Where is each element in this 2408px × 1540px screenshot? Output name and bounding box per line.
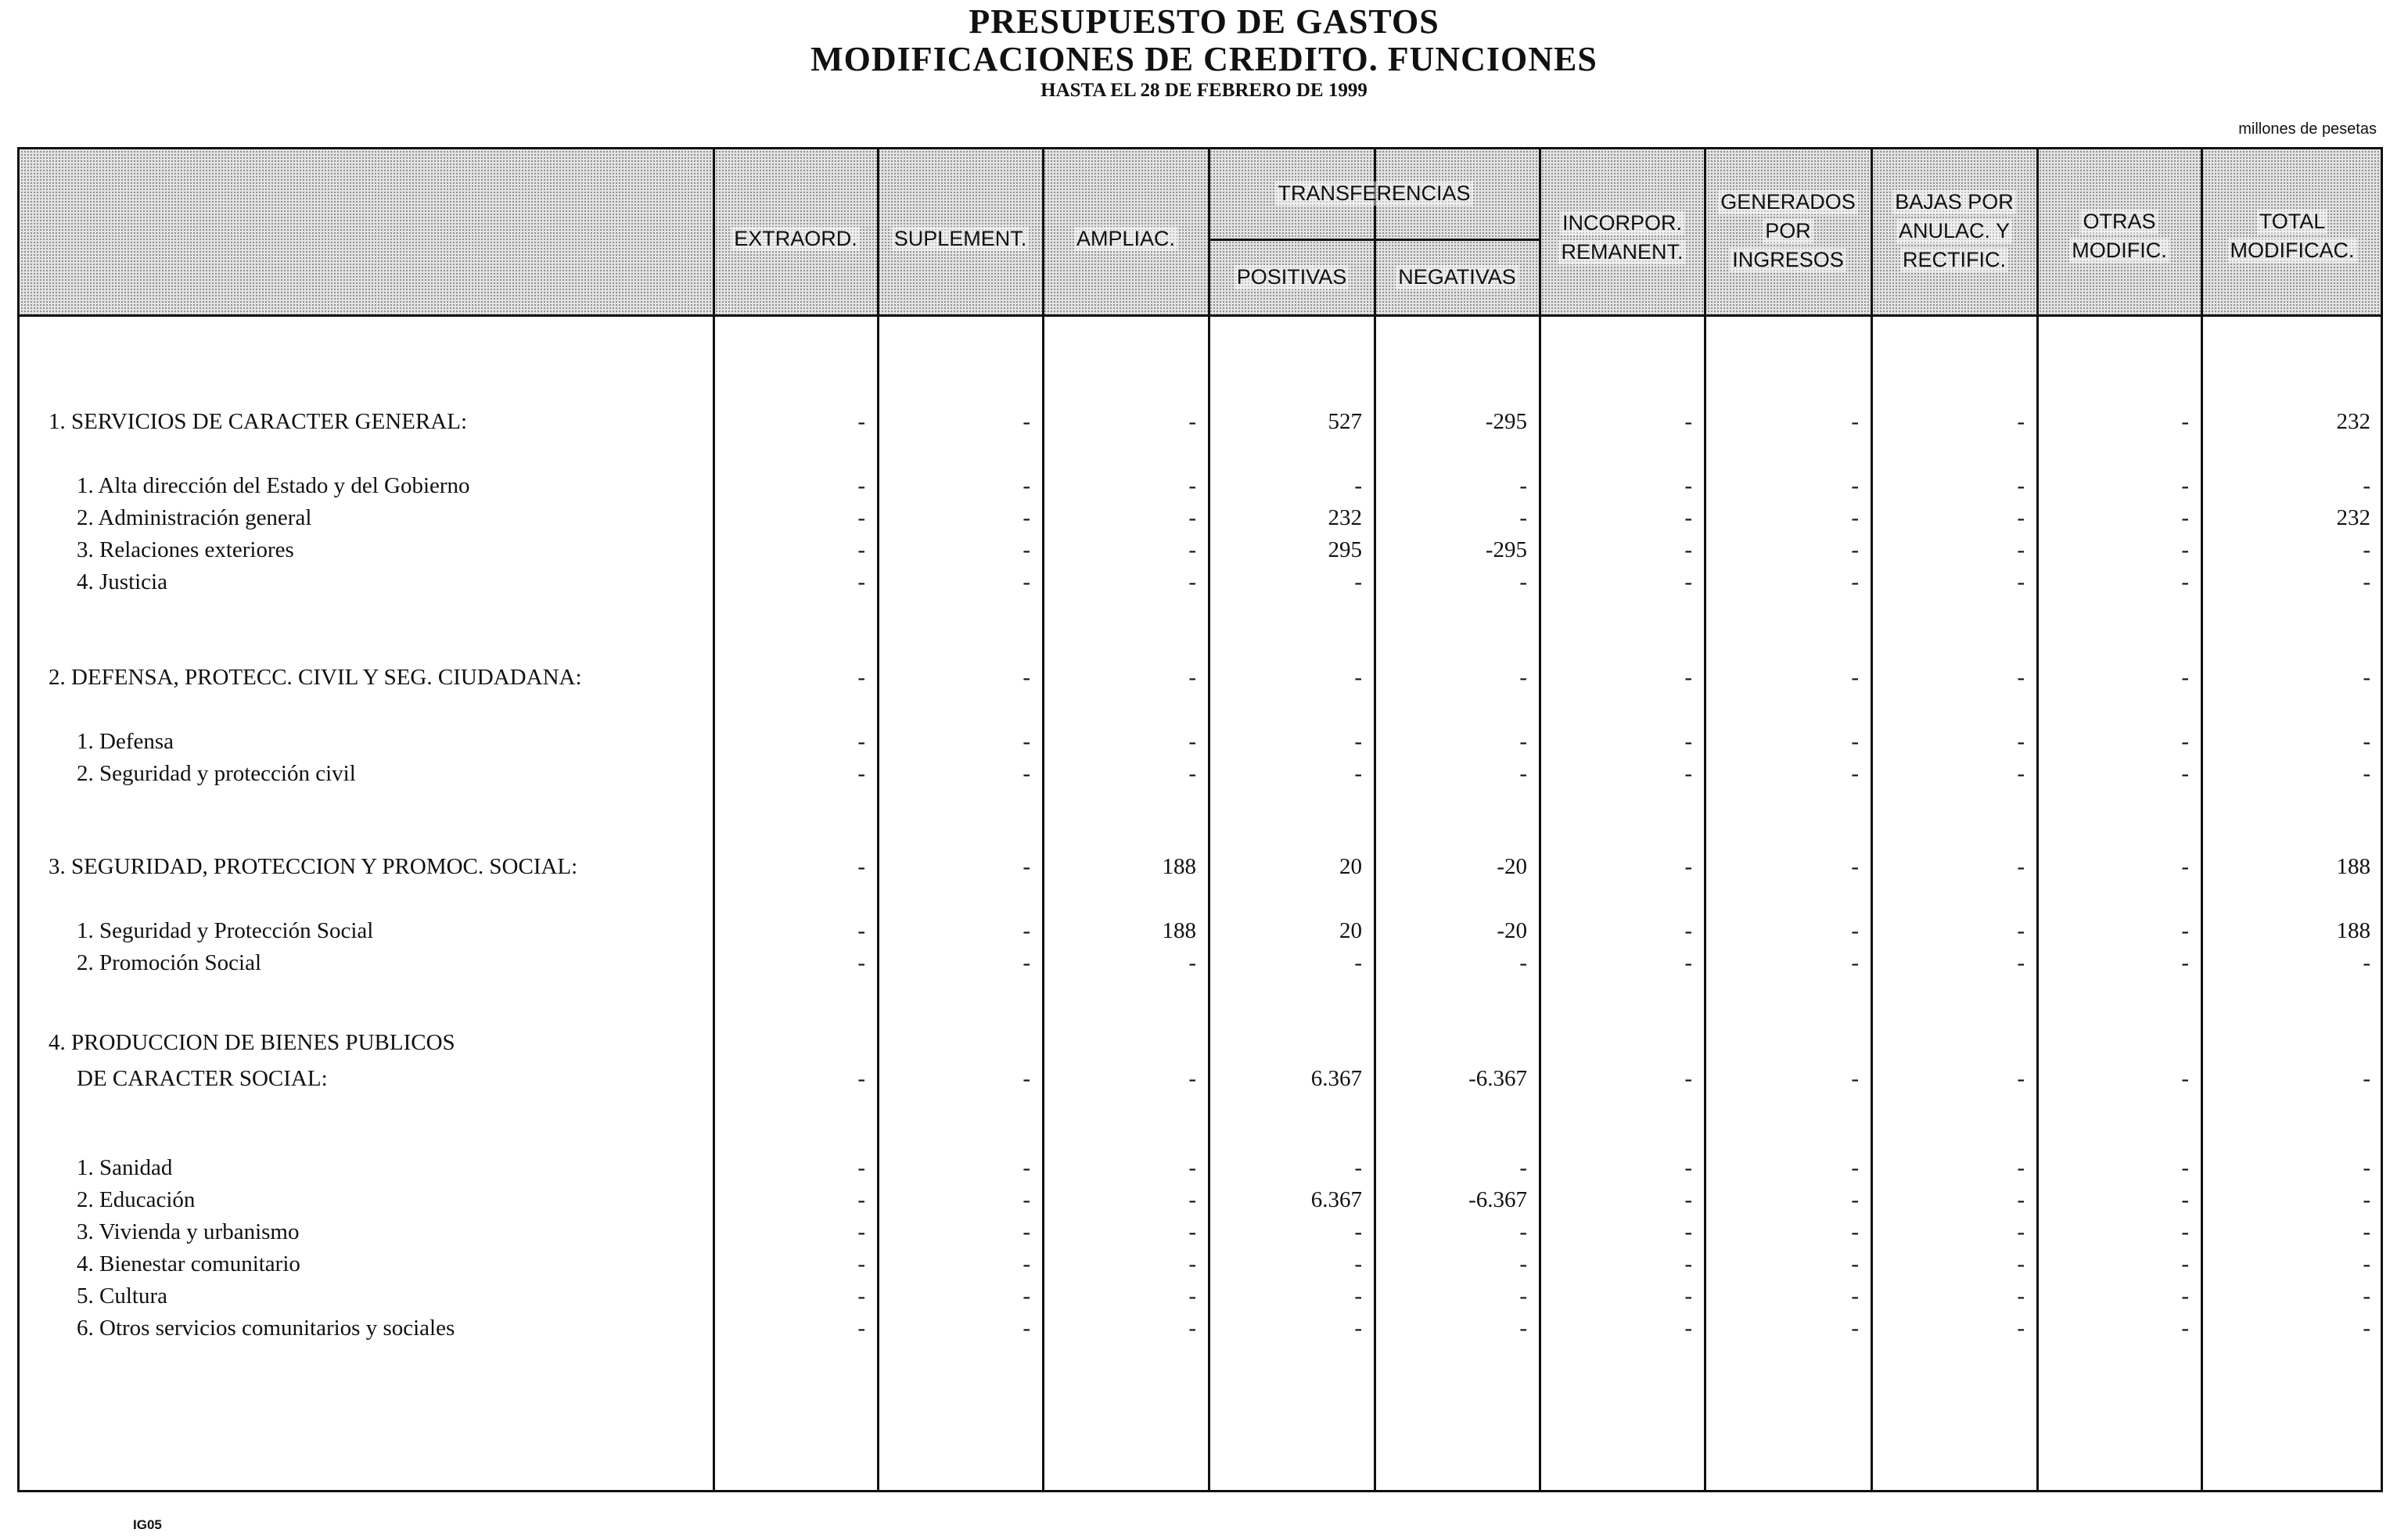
cell-extraord: - [857, 409, 865, 434]
cell-generados: - [1851, 473, 1859, 498]
row-label: 1. Seguridad y Protección Social [77, 918, 374, 943]
cell-ampliac: 188 [1162, 918, 1196, 943]
cell-bajas: - [2017, 537, 2025, 562]
cell-extraord: - [857, 569, 865, 594]
cell-suplement: - [1023, 950, 1030, 975]
cell-bajas: - [2017, 918, 2025, 943]
row-label: 1. Alta dirección del Estado y del Gobierno [77, 473, 470, 498]
row-label: 5. Cultura [77, 1283, 167, 1308]
cell-ampliac: 188 [1162, 854, 1196, 879]
cell-ampliac: - [1188, 1219, 1196, 1244]
cell-otras: - [2181, 918, 2189, 943]
group-label: 2. DEFENSA, PROTECC. CIVIL Y SEG. CIUDADANA: [49, 665, 582, 690]
cell-negativas: - [1519, 505, 1527, 530]
cell-positivas: - [1354, 1219, 1362, 1244]
cell-extraord: - [857, 950, 865, 975]
cell-generados: - [1851, 1316, 1859, 1341]
cell-total: - [2363, 1251, 2370, 1276]
cell-otras: - [2181, 950, 2189, 975]
cell-total: - [2363, 761, 2370, 786]
col-header-otras: OTRAS MODIFIC. [2037, 152, 2201, 320]
cell-suplement: - [1023, 537, 1030, 562]
cell-suplement: - [1023, 505, 1030, 530]
cell-generados: - [1851, 918, 1859, 943]
cell-total: 232 [2336, 409, 2370, 434]
row-label: 4. Justicia [77, 569, 167, 594]
cell-suplement: - [1023, 1316, 1030, 1341]
cell-generados: - [1851, 1219, 1859, 1244]
cell-otras: - [2181, 473, 2189, 498]
cell-otras: - [2181, 1316, 2189, 1341]
cell-total: - [2363, 729, 2370, 754]
cell-ampliac: - [1188, 505, 1196, 530]
cell-incorpor: - [1684, 1066, 1692, 1091]
cell-bajas: - [2017, 729, 2025, 754]
cell-negativas: -20 [1497, 918, 1527, 943]
cell-incorpor: - [1684, 918, 1692, 943]
cell-ampliac: - [1188, 473, 1196, 498]
table-frame [17, 147, 2383, 1492]
cell-ampliac: - [1188, 409, 1196, 434]
cell-suplement: - [1023, 918, 1030, 943]
cell-generados: - [1851, 537, 1859, 562]
cell-ampliac: - [1188, 729, 1196, 754]
cell-positivas: - [1354, 761, 1362, 786]
cell-ampliac: - [1188, 761, 1196, 786]
cell-bajas: - [2017, 1187, 2025, 1212]
cell-generados: - [1851, 950, 1859, 975]
cell-positivas: - [1354, 473, 1362, 498]
cell-bajas: - [2017, 1155, 2025, 1180]
cell-ampliac: - [1188, 1251, 1196, 1276]
cell-total: - [2363, 1219, 2370, 1244]
cell-generados: - [1851, 569, 1859, 594]
cell-positivas: - [1354, 1155, 1362, 1180]
cell-otras: - [2181, 409, 2189, 434]
col-header-suplement: SUPLEMENT. [878, 155, 1043, 323]
cell-generados: - [1851, 729, 1859, 754]
cell-ampliac: - [1188, 950, 1196, 975]
cell-generados: - [1851, 1187, 1859, 1212]
cell-incorpor: - [1684, 505, 1692, 530]
col-header-bajas: BAJAS POR ANULAC. Y RECTIFIC. [1871, 147, 2037, 315]
cell-total: - [2363, 1066, 2370, 1091]
cell-negativas: - [1519, 1219, 1527, 1244]
cell-positivas: - [1354, 950, 1362, 975]
group-label: 1. SERVICIOS DE CARACTER GENERAL: [49, 409, 467, 434]
cell-total: - [2363, 1283, 2370, 1308]
cell-total: 232 [2336, 505, 2370, 530]
cell-incorpor: - [1684, 1283, 1692, 1308]
col-header-ampliac: AMPLIAC. [1043, 155, 1209, 323]
cell-positivas: - [1354, 569, 1362, 594]
cell-suplement: - [1023, 729, 1030, 754]
cell-otras: - [2181, 505, 2189, 530]
cell-total: - [2363, 1187, 2370, 1212]
cell-total: 188 [2336, 918, 2370, 943]
cell-positivas: 6.367 [1310, 1187, 1362, 1212]
cell-negativas: - [1519, 569, 1527, 594]
units-note: millones de pesetas [2238, 120, 2377, 138]
cell-total: - [2363, 950, 2370, 975]
cell-extraord: - [857, 918, 865, 943]
row-label: 3. Relaciones exteriores [77, 537, 294, 562]
cell-generados: - [1851, 1251, 1859, 1276]
cell-extraord: - [857, 665, 865, 690]
cell-incorpor: - [1684, 761, 1692, 786]
cell-generados: - [1851, 505, 1859, 530]
cell-otras: - [2181, 537, 2189, 562]
cell-otras: - [2181, 1251, 2189, 1276]
cell-positivas: - [1354, 665, 1362, 690]
row-label: 2. Seguridad y protección civil [77, 761, 356, 786]
cell-extraord: - [857, 1066, 865, 1091]
cell-extraord: - [857, 1316, 865, 1341]
cell-otras: - [2181, 1066, 2189, 1091]
cell-positivas: 232 [1328, 505, 1362, 530]
cell-negativas: - [1519, 1283, 1527, 1308]
cell-negativas: - [1519, 1251, 1527, 1276]
cell-bajas: - [2017, 854, 2025, 879]
cell-bajas: - [2017, 505, 2025, 530]
cell-bajas: - [2017, 1251, 2025, 1276]
footer-code: IG05 [133, 1517, 162, 1532]
cell-ampliac: - [1188, 1155, 1196, 1180]
cell-extraord: - [857, 1251, 865, 1276]
row-label: 1. Defensa [77, 729, 174, 754]
cell-incorpor: - [1684, 665, 1692, 690]
cell-negativas: - [1519, 1316, 1527, 1341]
cell-ampliac: - [1188, 1187, 1196, 1212]
cell-total: - [2363, 1155, 2370, 1180]
cell-suplement: - [1023, 409, 1030, 434]
col-header-negativas: NEGATIVAS [1375, 239, 1540, 315]
cell-otras: - [2181, 569, 2189, 594]
cell-positivas: 20 [1339, 854, 1362, 879]
cell-otras: - [2181, 729, 2189, 754]
cell-otras: - [2181, 1155, 2189, 1180]
col-header-generados: GENERADOS POR INGRESOS [1705, 147, 1871, 315]
page-subtitle: MODIFICACIONES DE CREDITO. FUNCIONES [810, 40, 1598, 78]
col-header-total: TOTAL MODIFICAC. [2201, 152, 2383, 320]
cell-negativas: - [1519, 761, 1527, 786]
cell-negativas: - [1519, 1155, 1527, 1180]
col-header-transferencias: TRANSFERENCIAS [1209, 147, 1540, 239]
page-title: PRESUPUESTO DE GASTOS [969, 2, 1439, 41]
cell-incorpor: - [1684, 569, 1692, 594]
row-label: 4. PRODUCCION DE BIENES PUBLICOS [49, 1030, 455, 1055]
cell-bajas: - [2017, 1316, 2025, 1341]
cell-ampliac: - [1188, 569, 1196, 594]
cell-bajas: - [2017, 1066, 2025, 1091]
cell-incorpor: - [1684, 473, 1692, 498]
date-range: HASTA EL 28 DE FEBRERO DE 1999 [1040, 80, 1368, 101]
row-label: 3. Vivienda y urbanismo [77, 1219, 300, 1244]
cell-incorpor: - [1684, 950, 1692, 975]
cell-suplement: - [1023, 665, 1030, 690]
cell-incorpor: - [1684, 1187, 1692, 1212]
cell-bajas: - [2017, 569, 2025, 594]
cell-generados: - [1851, 409, 1859, 434]
cell-extraord: - [857, 1283, 865, 1308]
cell-positivas: 6.367 [1310, 1066, 1362, 1091]
cell-suplement: - [1023, 1251, 1030, 1276]
cell-generados: - [1851, 1155, 1859, 1180]
cell-suplement: - [1023, 854, 1030, 879]
cell-total: - [2363, 537, 2370, 562]
cell-negativas: - [1519, 950, 1527, 975]
cell-generados: - [1851, 761, 1859, 786]
cell-bajas: - [2017, 665, 2025, 690]
cell-positivas: - [1354, 1251, 1362, 1276]
cell-suplement: - [1023, 1283, 1030, 1308]
cell-otras: - [2181, 665, 2189, 690]
cell-extraord: - [857, 1155, 865, 1180]
cell-generados: - [1851, 1283, 1859, 1308]
cell-positivas: - [1354, 1283, 1362, 1308]
cell-ampliac: - [1188, 665, 1196, 690]
row-label: 2. Promoción Social [77, 950, 262, 975]
cell-extraord: - [857, 505, 865, 530]
cell-incorpor: - [1684, 1251, 1692, 1276]
cell-positivas: 20 [1339, 918, 1362, 943]
cell-generados: - [1851, 665, 1859, 690]
cell-negativas: - [1519, 665, 1527, 690]
cell-suplement: - [1023, 1155, 1030, 1180]
cell-extraord: - [857, 537, 865, 562]
cell-positivas: 295 [1328, 537, 1362, 562]
cell-positivas: - [1354, 1316, 1362, 1341]
cell-negativas: -295 [1485, 537, 1527, 562]
cell-total: 188 [2336, 854, 2370, 879]
cell-incorpor: - [1684, 1219, 1692, 1244]
cell-otras: - [2181, 761, 2189, 786]
cell-bajas: - [2017, 473, 2025, 498]
cell-otras: - [2181, 1219, 2189, 1244]
cell-incorpor: - [1684, 537, 1692, 562]
cell-suplement: - [1023, 569, 1030, 594]
cell-negativas: -20 [1497, 854, 1527, 879]
col-header-incorpor: INCORPOR. REMANENT. [1540, 153, 1705, 321]
cell-total: - [2363, 569, 2370, 594]
cell-otras: - [2181, 854, 2189, 879]
cell-extraord: - [857, 761, 865, 786]
cell-ampliac: - [1188, 1316, 1196, 1341]
cell-otras: - [2181, 1283, 2189, 1308]
row-label: 2. Administración general [77, 505, 312, 530]
cell-total: - [2363, 665, 2370, 690]
row-label-continued: DE CARACTER SOCIAL: [77, 1066, 328, 1091]
cell-bajas: - [2017, 950, 2025, 975]
cell-suplement: - [1023, 1219, 1030, 1244]
cell-incorpor: - [1684, 729, 1692, 754]
cell-generados: - [1851, 1066, 1859, 1091]
row-label: 4. Bienestar comunitario [77, 1251, 300, 1276]
group-label: 3. SEGURIDAD, PROTECCION Y PROMOC. SOCIAL: [49, 854, 578, 879]
cell-ampliac: - [1188, 537, 1196, 562]
cell-negativas: -295 [1485, 409, 1527, 434]
cell-negativas: -6.367 [1468, 1187, 1527, 1212]
row-label: 6. Otros servicios comunitarios y sociales [77, 1316, 455, 1341]
cell-negativas: - [1519, 729, 1527, 754]
cell-suplement: - [1023, 1066, 1030, 1091]
row-label: 2. Educación [77, 1187, 196, 1212]
cell-bajas: - [2017, 761, 2025, 786]
cell-extraord: - [857, 854, 865, 879]
cell-bajas: - [2017, 409, 2025, 434]
cell-extraord: - [857, 729, 865, 754]
cell-bajas: - [2017, 1283, 2025, 1308]
cell-suplement: - [1023, 1187, 1030, 1212]
cell-total: - [2363, 473, 2370, 498]
row-label: 1. Sanidad [77, 1155, 173, 1180]
cell-otras: - [2181, 1187, 2189, 1212]
cell-negativas: -6.367 [1468, 1066, 1527, 1091]
cell-incorpor: - [1684, 1155, 1692, 1180]
cell-ampliac: - [1188, 1066, 1196, 1091]
cell-incorpor: - [1684, 409, 1692, 434]
cell-generados: - [1851, 854, 1859, 879]
cell-suplement: - [1023, 473, 1030, 498]
col-header-positivas: POSITIVAS [1209, 239, 1375, 315]
cell-ampliac: - [1188, 1283, 1196, 1308]
cell-incorpor: - [1684, 1316, 1692, 1341]
cell-suplement: - [1023, 761, 1030, 786]
cell-total: - [2363, 1316, 2370, 1341]
cell-positivas: - [1354, 729, 1362, 754]
cell-incorpor: - [1684, 854, 1692, 879]
cell-negativas: - [1519, 473, 1527, 498]
col-header-extraord: EXTRAORD. [713, 155, 878, 323]
cell-extraord: - [857, 1187, 865, 1212]
cell-extraord: - [857, 1219, 865, 1244]
cell-positivas: 527 [1328, 409, 1362, 434]
cell-bajas: - [2017, 1219, 2025, 1244]
cell-extraord: - [857, 473, 865, 498]
